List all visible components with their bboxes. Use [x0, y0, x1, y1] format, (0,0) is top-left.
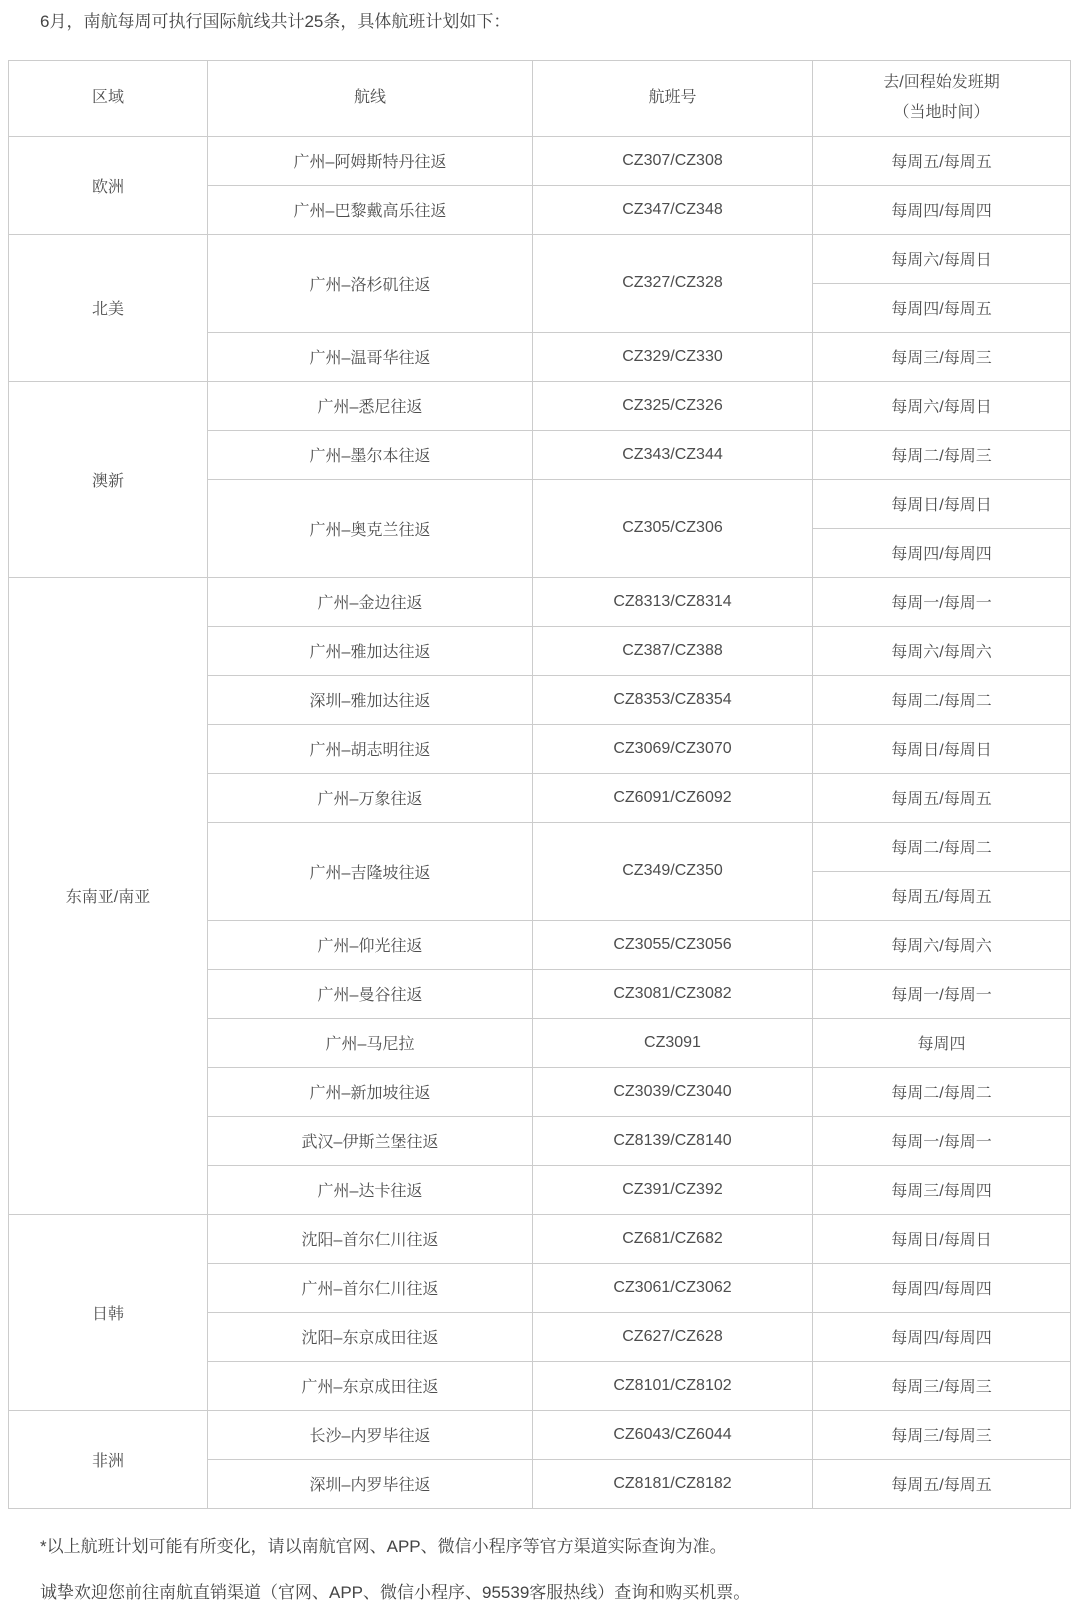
flight-no-cell: CZ391/CZ392: [533, 1165, 813, 1214]
col-header-schedule-line1: 去/回程始发班期: [883, 73, 1000, 91]
col-header-schedule-line2: （当地时间）: [893, 104, 990, 122]
schedule-cell: 每周四/每周四: [813, 1312, 1071, 1361]
route-cell: 广州–首尔仁川往返: [208, 1263, 533, 1312]
route-cell: 广州–马尼拉: [208, 1018, 533, 1067]
col-header-flight-no: 航班号: [533, 60, 813, 136]
schedule-cell: 每周三/每周四: [813, 1165, 1071, 1214]
table-row: [9, 234, 1071, 283]
region-cell: 非洲: [9, 1410, 208, 1508]
flight-no-cell: CZ3039/CZ3040: [533, 1067, 813, 1116]
footnote-change-notice: *以上航班计划可能有所变化，请以南航官网、APP、微信小程序等官方渠道实际查询为准。: [40, 1536, 727, 1556]
route-cell: 广州–东京成田往返: [208, 1361, 533, 1410]
route-cell: 广州–曼谷往返: [208, 969, 533, 1018]
route-cell: 深圳–内罗毕往返: [208, 1459, 533, 1508]
region-cell: 欧洲: [9, 136, 208, 234]
schedule-cell: 每周日/每周日: [813, 724, 1071, 773]
flight-no-cell: CZ307/CZ308: [533, 136, 813, 185]
flight-no-cell: CZ681/CZ682: [533, 1214, 813, 1263]
route-cell: 广州–悉尼往返: [208, 381, 533, 430]
flight-no-cell: CZ329/CZ330: [533, 332, 813, 381]
schedule-cell: 每周一/每周一: [813, 969, 1071, 1018]
route-cell: 沈阳–首尔仁川往返: [208, 1214, 533, 1263]
schedule-cell: 每周一/每周一: [813, 1116, 1071, 1165]
schedule-cell: 每周六/每周六: [813, 920, 1071, 969]
flight-no-cell: CZ8181/CZ8182: [533, 1459, 813, 1508]
col-header-route: 航线: [208, 60, 533, 136]
route-cell: 广州–墨尔本往返: [208, 430, 533, 479]
route-cell: 广州–奥克兰往返: [208, 479, 533, 577]
route-cell: 广州–新加坡往返: [208, 1067, 533, 1116]
route-cell: 广州–雅加达往返: [208, 626, 533, 675]
intro-text: 6月，南航每周可执行国际航线共计25条，具体航班计划如下：: [40, 12, 511, 31]
flight-schedule-table: [8, 60, 1071, 1509]
schedule-cell: 每周五/每周五: [813, 871, 1071, 920]
schedule-cell: 每周五/每周五: [813, 773, 1071, 822]
flight-no-cell: CZ305/CZ306: [533, 479, 813, 577]
route-cell: 沈阳–东京成田往返: [208, 1312, 533, 1361]
region-cell: 东南亚/南亚: [9, 577, 208, 1214]
route-cell: 广州–吉隆坡往返: [208, 822, 533, 920]
schedule-cell: 每周四/每周五: [813, 283, 1071, 332]
flight-no-cell: CZ8353/CZ8354: [533, 675, 813, 724]
table-row: [9, 381, 1071, 430]
route-cell: 广州–阿姆斯特丹往返: [208, 136, 533, 185]
flight-no-cell: CZ6091/CZ6092: [533, 773, 813, 822]
table-row: [9, 1410, 1071, 1459]
flight-no-cell: CZ3055/CZ3056: [533, 920, 813, 969]
route-cell: 深圳–雅加达往返: [208, 675, 533, 724]
region-cell: 日韩: [9, 1214, 208, 1410]
flight-no-cell: CZ349/CZ350: [533, 822, 813, 920]
flight-no-cell: CZ387/CZ388: [533, 626, 813, 675]
flight-no-cell: CZ3061/CZ3062: [533, 1263, 813, 1312]
flight-no-cell: CZ8101/CZ8102: [533, 1361, 813, 1410]
flight-no-cell: CZ343/CZ344: [533, 430, 813, 479]
schedule-cell: 每周六/每周六: [813, 626, 1071, 675]
schedule-cell: 每周四/每周四: [813, 185, 1071, 234]
schedule-cell: 每周三/每周三: [813, 1361, 1071, 1410]
schedule-cell: 每周四/每周四: [813, 528, 1071, 577]
footnote-purchase-notice: 诚挚欢迎您前往南航直销渠道（官网、APP、微信小程序、95539客服热线）查询和购买机票。: [40, 1582, 751, 1602]
route-cell: 广州–温哥华往返: [208, 332, 533, 381]
schedule-cell: 每周四/每周四: [813, 1263, 1071, 1312]
route-cell: 广州–达卡往返: [208, 1165, 533, 1214]
flight-no-cell: CZ3069/CZ3070: [533, 724, 813, 773]
col-header-region: 区域: [9, 60, 208, 136]
region-cell: 澳新: [9, 381, 208, 577]
table-row: [9, 577, 1071, 626]
schedule-cell: 每周一/每周一: [813, 577, 1071, 626]
flight-no-cell: CZ3091: [533, 1018, 813, 1067]
route-cell: 武汉–伊斯兰堡往返: [208, 1116, 533, 1165]
flight-no-cell: CZ347/CZ348: [533, 185, 813, 234]
schedule-cell: 每周四: [813, 1018, 1071, 1067]
table-row: [9, 136, 1071, 185]
schedule-cell: 每周二/每周二: [813, 822, 1071, 871]
flight-no-cell: CZ6043/CZ6044: [533, 1410, 813, 1459]
schedule-cell: 每周日/每周日: [813, 1214, 1071, 1263]
table-body: [9, 136, 1071, 1508]
region-cell: 北美: [9, 234, 208, 381]
flight-no-cell: CZ325/CZ326: [533, 381, 813, 430]
schedule-cell: 每周六/每周日: [813, 381, 1071, 430]
table-header-row: [9, 60, 1071, 136]
schedule-cell: 每周三/每周三: [813, 332, 1071, 381]
schedule-cell: 每周二/每周二: [813, 1067, 1071, 1116]
route-cell: 广州–洛杉矶往返: [208, 234, 533, 332]
schedule-cell: 每周六/每周日: [813, 234, 1071, 283]
route-cell: 广州–胡志明往返: [208, 724, 533, 773]
flight-no-cell: CZ627/CZ628: [533, 1312, 813, 1361]
flight-no-cell: CZ8139/CZ8140: [533, 1116, 813, 1165]
schedule-cell: 每周五/每周五: [813, 136, 1071, 185]
route-cell: 广州–仰光往返: [208, 920, 533, 969]
flight-no-cell: CZ8313/CZ8314: [533, 577, 813, 626]
table-row: [9, 1214, 1071, 1263]
route-cell: 广州–万象往返: [208, 773, 533, 822]
col-header-schedule: [813, 60, 1071, 136]
flight-no-cell: CZ327/CZ328: [533, 234, 813, 332]
schedule-cell: 每周日/每周日: [813, 479, 1071, 528]
flight-no-cell: CZ3081/CZ3082: [533, 969, 813, 1018]
schedule-cell: 每周二/每周二: [813, 675, 1071, 724]
route-cell: 广州–巴黎戴高乐往返: [208, 185, 533, 234]
schedule-cell: 每周三/每周三: [813, 1410, 1071, 1459]
schedule-cell: 每周五/每周五: [813, 1459, 1071, 1508]
schedule-cell: 每周二/每周三: [813, 430, 1071, 479]
route-cell: 长沙–内罗毕往返: [208, 1410, 533, 1459]
route-cell: 广州–金边往返: [208, 577, 533, 626]
